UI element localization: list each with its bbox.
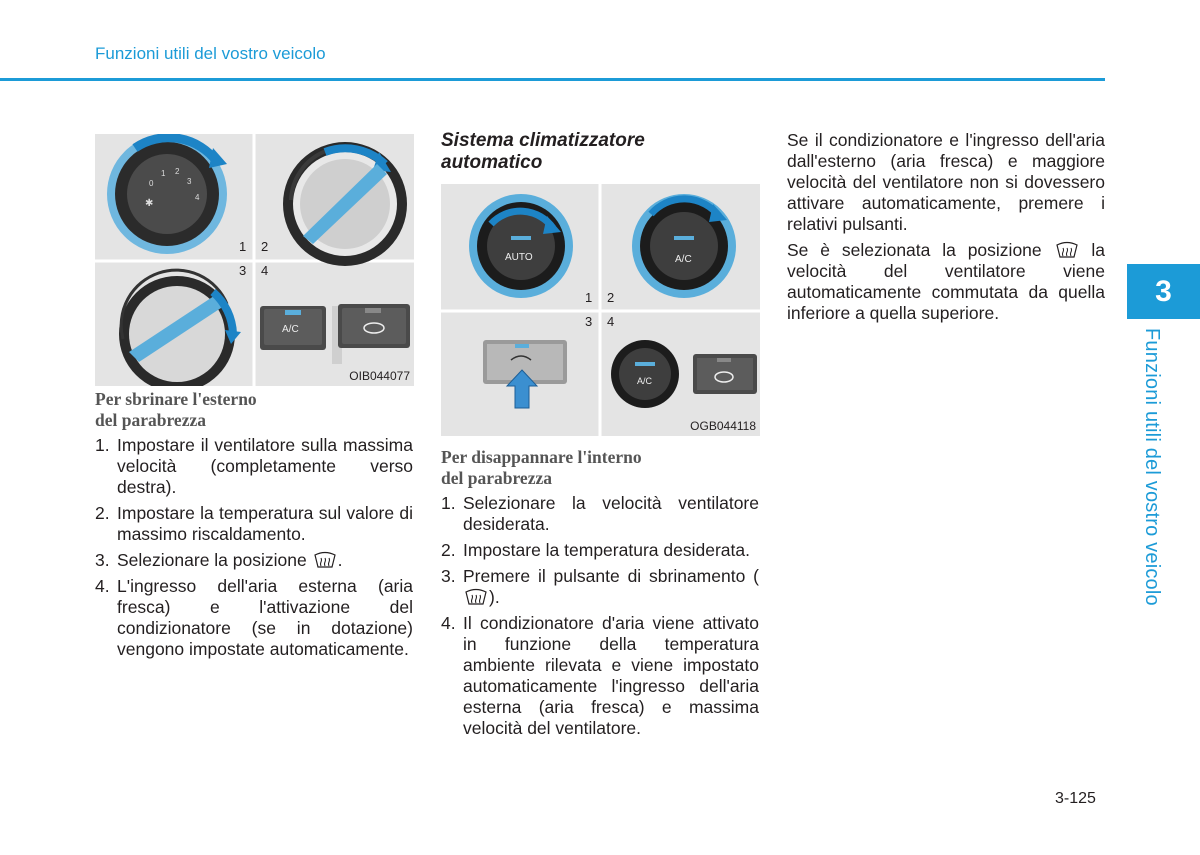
windshield-defrost-icon [1054,241,1080,259]
fan-speed-knob [107,134,227,254]
section-title-line: Sistema climatizzatore [441,130,645,151]
ac-knob-small [611,340,679,408]
section-title-line: automatico [441,152,543,173]
panel-number: 3 [585,314,593,329]
section-title [441,130,759,174]
column-2 [441,130,759,184]
item-text: Il condizionatore d'aria viene attivato in funzione della temperatura ambiente rilevata e viene impostato automaticamente l'ingresso dell'aria esterna (aria fresca) e massima velocità del ventilatore. [463,613,759,738]
list-item [95,503,413,545]
windshield-defrost-icon [463,588,489,606]
item-text: Selezionare la posizione [117,550,307,570]
figure-manual-climate-illustration [95,134,414,386]
item-number: 1. [441,493,456,513]
recirc-button-illustration [338,304,410,348]
item-text: Impostare la temperatura desiderata. [463,540,750,560]
panel-number: 2 [607,290,615,305]
item-number: 4. [441,613,456,633]
panel-number: 4 [261,263,269,278]
instruction-list [95,435,413,660]
column-3 [787,130,1105,329]
auto-knob-label: AUTO [505,252,533,263]
figure-automatic-climate-illustration [441,184,760,436]
item-text: Selezionare la velocità ventilatore desiderata. [463,493,759,534]
item-number: 3. [95,550,110,570]
paragraph-text: la velocità del ventilatore viene automaticamente commutata da quella inferiore a quella superiore. [787,240,1105,323]
subheading-line: del parabrezza [441,468,552,488]
chapter-tab: 3 [1127,264,1200,319]
list-item [95,435,413,498]
item-text: L'ingresso dell'aria esterna (aria fresca) e l'attivazione del condizionatore (se in dotazione) vengono impostate automaticamente. [117,576,413,659]
list-item [95,550,413,571]
svg-text:✱: ✱ [145,198,154,209]
chapter-side-label: Funzioni utili del vostro veicolo [1141,328,1163,606]
list-item [441,613,759,739]
instruction-list [441,493,759,739]
list-item [95,576,413,660]
item-text-suffix: . [337,550,343,570]
recirc-button-illustration [693,354,757,394]
item-text-suffix: ). [489,587,500,607]
subheading-line: Per sbrinare l'esterno [95,389,257,409]
ac-knob [632,194,736,298]
ac-button-label: A/C [282,324,299,335]
item-number: 2. [441,540,456,560]
header-rule [0,78,1105,81]
paragraph: Se il condizionatore e l'ingresso dell'aria dall'esterno (aria fresca) e maggiore velocità del ventilatore non si dovessero attivare automaticamente, premere i relativi pulsanti. [787,130,1105,234]
subheading-line: Per disappannare l'interno [441,447,642,467]
fan-dial-number: 4 [195,193,200,202]
paragraph [787,240,1105,324]
ac-knob-label: A/C [675,254,692,265]
running-header: Funzioni utili del vostro veicolo [95,44,326,63]
figure-code: OIB044077 [349,369,410,383]
panel-number: 1 [585,290,593,305]
paragraph-text: Se è selezionata la posizione [787,240,1042,260]
panel-number: 1 [239,239,247,254]
windshield-defrost-icon [312,551,338,569]
page-number: 3-125 [1055,790,1096,807]
item-number: 2. [95,503,110,523]
column-1 [95,389,413,665]
temperature-knob [283,142,407,266]
item-number: 4. [95,576,110,596]
panel-number: 4 [607,314,615,329]
fan-dial-number: 1 [161,169,166,178]
list-item [441,540,759,561]
item-number: 1. [95,435,110,455]
item-text: Impostare la temperatura sul valore di massimo riscaldamento. [117,503,413,544]
subheading-line: del parabrezza [95,410,206,430]
fan-dial-number: 2 [175,167,180,176]
figure-automatic-climate [441,184,760,436]
column-2-body [441,447,759,744]
fan-dial-number: 3 [187,177,192,186]
fan-dial-number: 0 [149,179,154,188]
list-item [441,493,759,535]
list-item [441,566,759,608]
subheading [441,447,759,489]
item-text: Premere il pulsante di sbrinamento ( [463,566,759,586]
auto-knob [469,194,573,298]
ac-small-label: A/C [637,376,653,386]
panel-number: 2 [261,239,269,254]
item-number: 3. [441,566,456,586]
figure-manual-climate [95,134,414,386]
item-text: Impostare il ventilatore sulla massima velocità (completamente verso destra). [117,435,413,497]
subheading [95,389,413,431]
panel-number: 3 [239,263,247,278]
figure-code: OGB044118 [690,419,756,433]
